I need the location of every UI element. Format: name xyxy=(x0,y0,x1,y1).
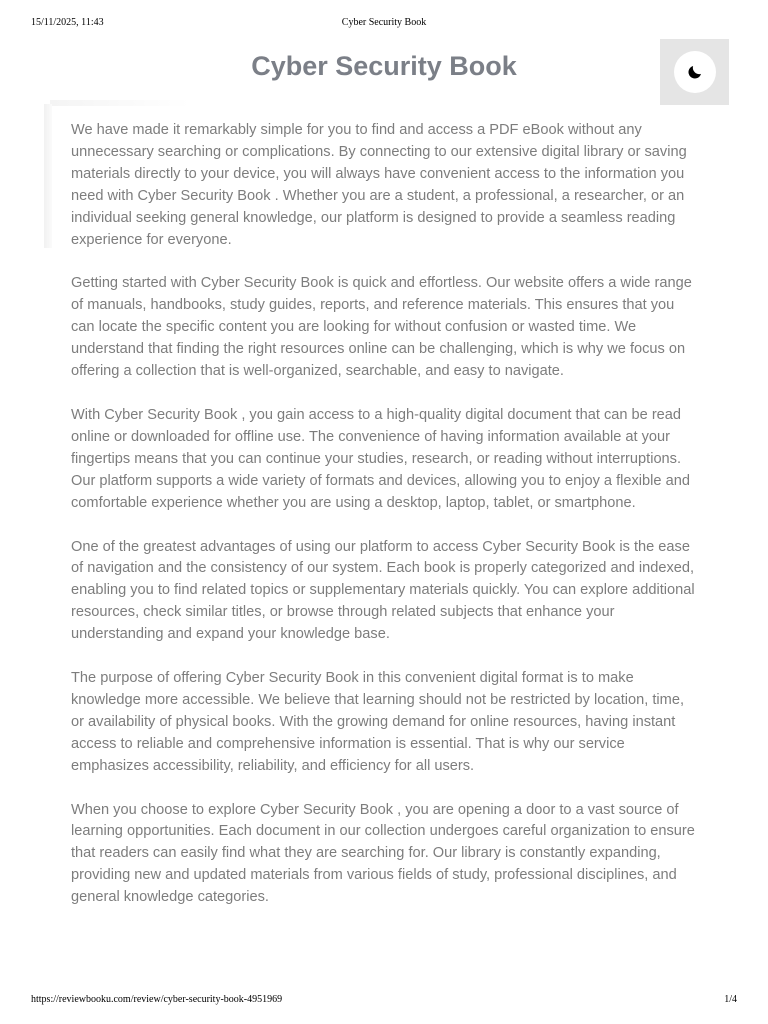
print-footer xyxy=(0,994,768,1008)
theme-toggle-circle[interactable] xyxy=(674,51,716,93)
paragraph-6: When you choose to explore Cyber Security Book , you are opening a door to a vast source of learning opportunities. Each document in our collection undergoes careful organization to ensure that readers can easily find what they are searching for. Our library is constantly expanding, providing new and updated materials from various fields of study, professional disciplines, and general knowledge categories. xyxy=(71,801,695,906)
paragraph-5: The purpose of offering Cyber Security Book in this convenient digital format is to make knowledge more accessible. We believe that learning should not be restricted by location, time, or availability of physical books. With the growing demand for online resources, having instant access to reliable and comprehensive information is essential. That is why our service emphasizes accessibility, reliability, and efficiency for all users. xyxy=(71,670,685,774)
print-doc-title: Cyber Security Book xyxy=(341,17,427,28)
moon-icon xyxy=(686,63,704,81)
print-header xyxy=(0,17,768,31)
print-datetime: 15/11/2025, 11:43 xyxy=(31,17,104,28)
paragraph-1: We have made it remarkably simple for you to find and access a PDF eBook without any unnecessary searching or complications. By connecting to our extensive digital library or saving materials directly to your device, you will always have convenient access to the information you need with Cyber Security Book . Whether you are a student, a professional, a researcher, or an individual seeking general knowledge, our platform is designed to provide a seamless reading experience for everyone. xyxy=(71,122,687,248)
decorative-side-accent xyxy=(44,104,52,248)
print-url: https://reviewbooku.com/review/cyber-security-book-4951969 xyxy=(31,994,283,1005)
decorative-shade xyxy=(50,100,190,106)
theme-toggle-button[interactable] xyxy=(660,39,729,105)
page-title: Cyber Security Book xyxy=(251,51,517,81)
print-page-number: 1/4 xyxy=(724,994,737,1005)
paragraph-3: With Cyber Security Book , you gain access to a high-quality digital document that can be read online or downloaded for offline use. The convenience of having information available at your fingertips means that you can continue your studies, research, or reading without interruptions. Our platform supports a wide variety of formats and devices, allowing you to enjoy a flexible and comfortable experience whether you are using a desktop, laptop, tablet, or smartphone. xyxy=(71,406,690,511)
article-body xyxy=(71,120,701,931)
paragraph-4: One of the greatest advantages of using our platform to access Cyber Security Book is the ease of navigation and the consistency of our system. Each book is properly categorized and indexed, enabling you to find related topics or supplementary materials quickly. You can explore additional resources, check similar titles, or browse through related subjects that enhance your understanding and expand your knowledge base. xyxy=(71,538,695,643)
paragraph-2: Getting started with Cyber Security Book is quick and effortless. Our website offers a wide range of manuals, handbooks, study guides, reports, and reference materials. This ensures that you can locate the specific content you are looking for without confusion or wasted time. We understand that finding the right resources online can be challenging, which is why we focus on offering a collection that is well-organized, searchable, and easy to navigate. xyxy=(71,275,692,380)
